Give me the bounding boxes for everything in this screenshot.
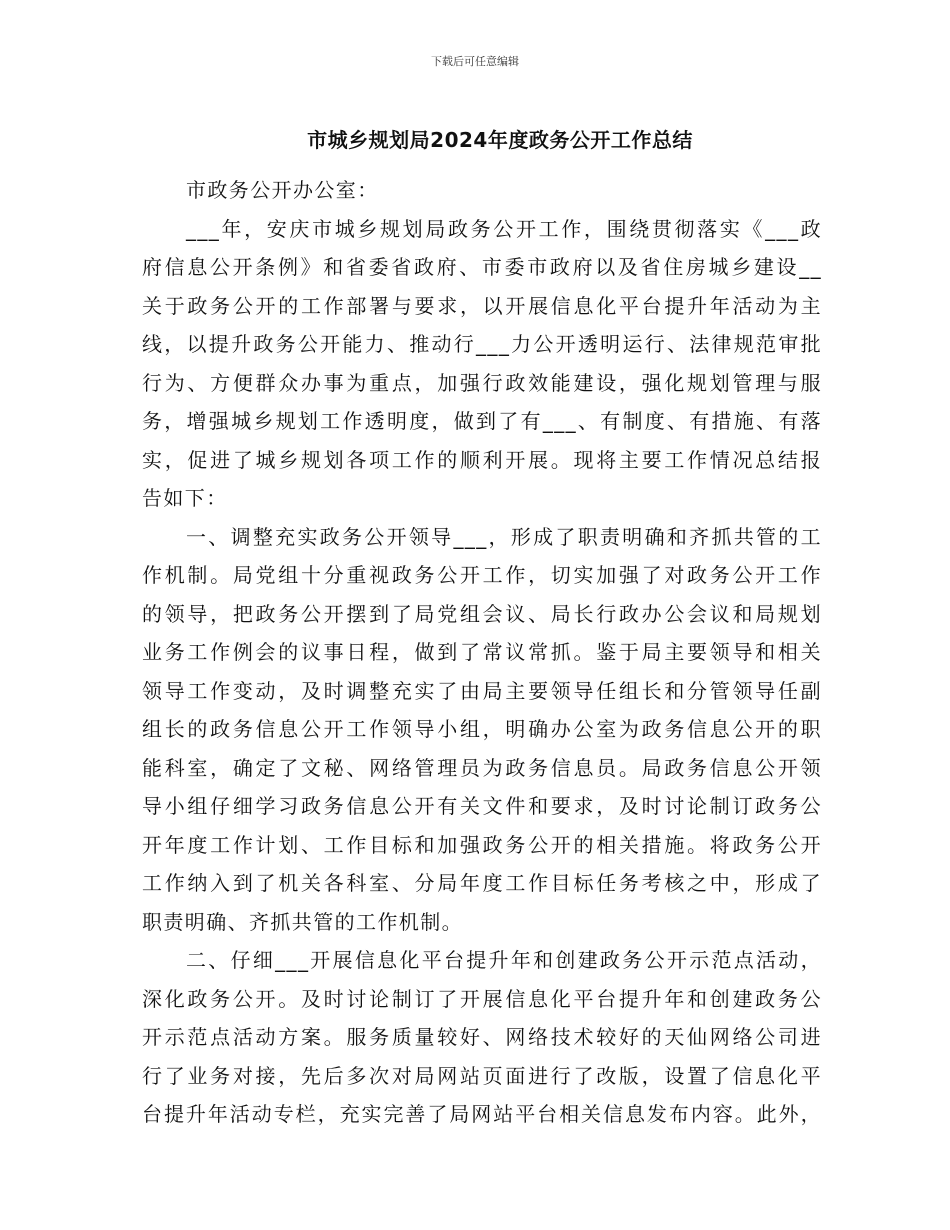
body-line: 关于政务公开的工作部署与要求，以开展信息化平台提升年活动为主 — [142, 293, 822, 318]
body-line: 开示范点活动方案。服务质量较好、网络技术较好的天仙网络公司进 — [142, 1025, 822, 1049]
header-note: 下载后可任意编辑 — [431, 55, 519, 68]
body-line: 作机制。局党组十分重视政务公开工作，切实加强了对政务公开工作 — [142, 563, 822, 587]
body-line: 行了业务对接，先后多次对局网站页面进行了改版，设置了信息化平 — [142, 1063, 822, 1088]
body-line: 市政务公开办公室： — [186, 178, 379, 202]
body-line: 能科室，确定了文秘、网络管理员为政务信息员。局政务信息公开领 — [142, 755, 822, 780]
body-line: ___年，安庆市城乡规划局政务公开工作，围绕贯彻落实《___政 — [186, 216, 822, 241]
body-line: 行为、方便群众办事为重点，加强行政效能建设，强化规划管理与服 — [142, 370, 822, 395]
body-line: 职责明确、齐抓共管的工作机制。 — [142, 909, 463, 934]
body-line: 工作纳入到了机关各科室、分局年度工作目标任务考核之中，形成了 — [142, 871, 822, 895]
body-line: 二、仔细___开展信息化平台提升年和创建政务公开示范点活动， — [186, 948, 822, 972]
body-line: 府信息公开条例》和省委省政府、市委市政府以及省住房城乡建设__ — [142, 255, 822, 279]
body-line: 台提升年活动专栏，充实完善了局网站平台相关信息发布内容。此外， — [142, 1102, 822, 1126]
body-line: 业务工作例会的议事日程，做到了常议常抓。鉴于局主要领导和相关 — [142, 640, 822, 664]
body-line: 线，以提升政务公开能力、推动行___力公开透明运行、法律规范审批 — [142, 332, 822, 356]
body-line: 开年度工作计划、工作目标和加强政务公开的相关措施。将政务公开 — [142, 832, 822, 857]
body-line: 深化政务公开。及时讨论制订了开展信息化平台提升年和创建政务公 — [142, 986, 822, 1011]
body-line: 的领导，把政务公开摆到了局党组会议、局长行政办公会议和局规划 — [142, 601, 822, 626]
body-line: 实，促进了城乡规划各项工作的顺利开展。现将主要工作情况总结报 — [142, 447, 822, 472]
body-line: 告如下： — [142, 486, 228, 510]
body-line: 组长的政务信息公开工作领导小组，明确办公室为政务信息公开的职 — [142, 717, 822, 741]
body-line: 务，增强城乡规划工作透明度，做到了有___、有制度、有措施、有落 — [142, 409, 822, 433]
body-line: 一、调整充实政务公开领导___，形成了职责明确和齐抓共管的工 — [186, 524, 822, 549]
document-body — [142, 171, 822, 1134]
body-line: 导小组仔细学习政务信息公开有关文件和要求，及时讨论制订政务公 — [142, 794, 822, 818]
document-title: 市城乡规划局2024年度政务公开工作总结 — [307, 128, 693, 152]
body-line: 领导工作变动，及时调整充实了由局主要领导任组长和分管领导任副 — [142, 678, 822, 703]
